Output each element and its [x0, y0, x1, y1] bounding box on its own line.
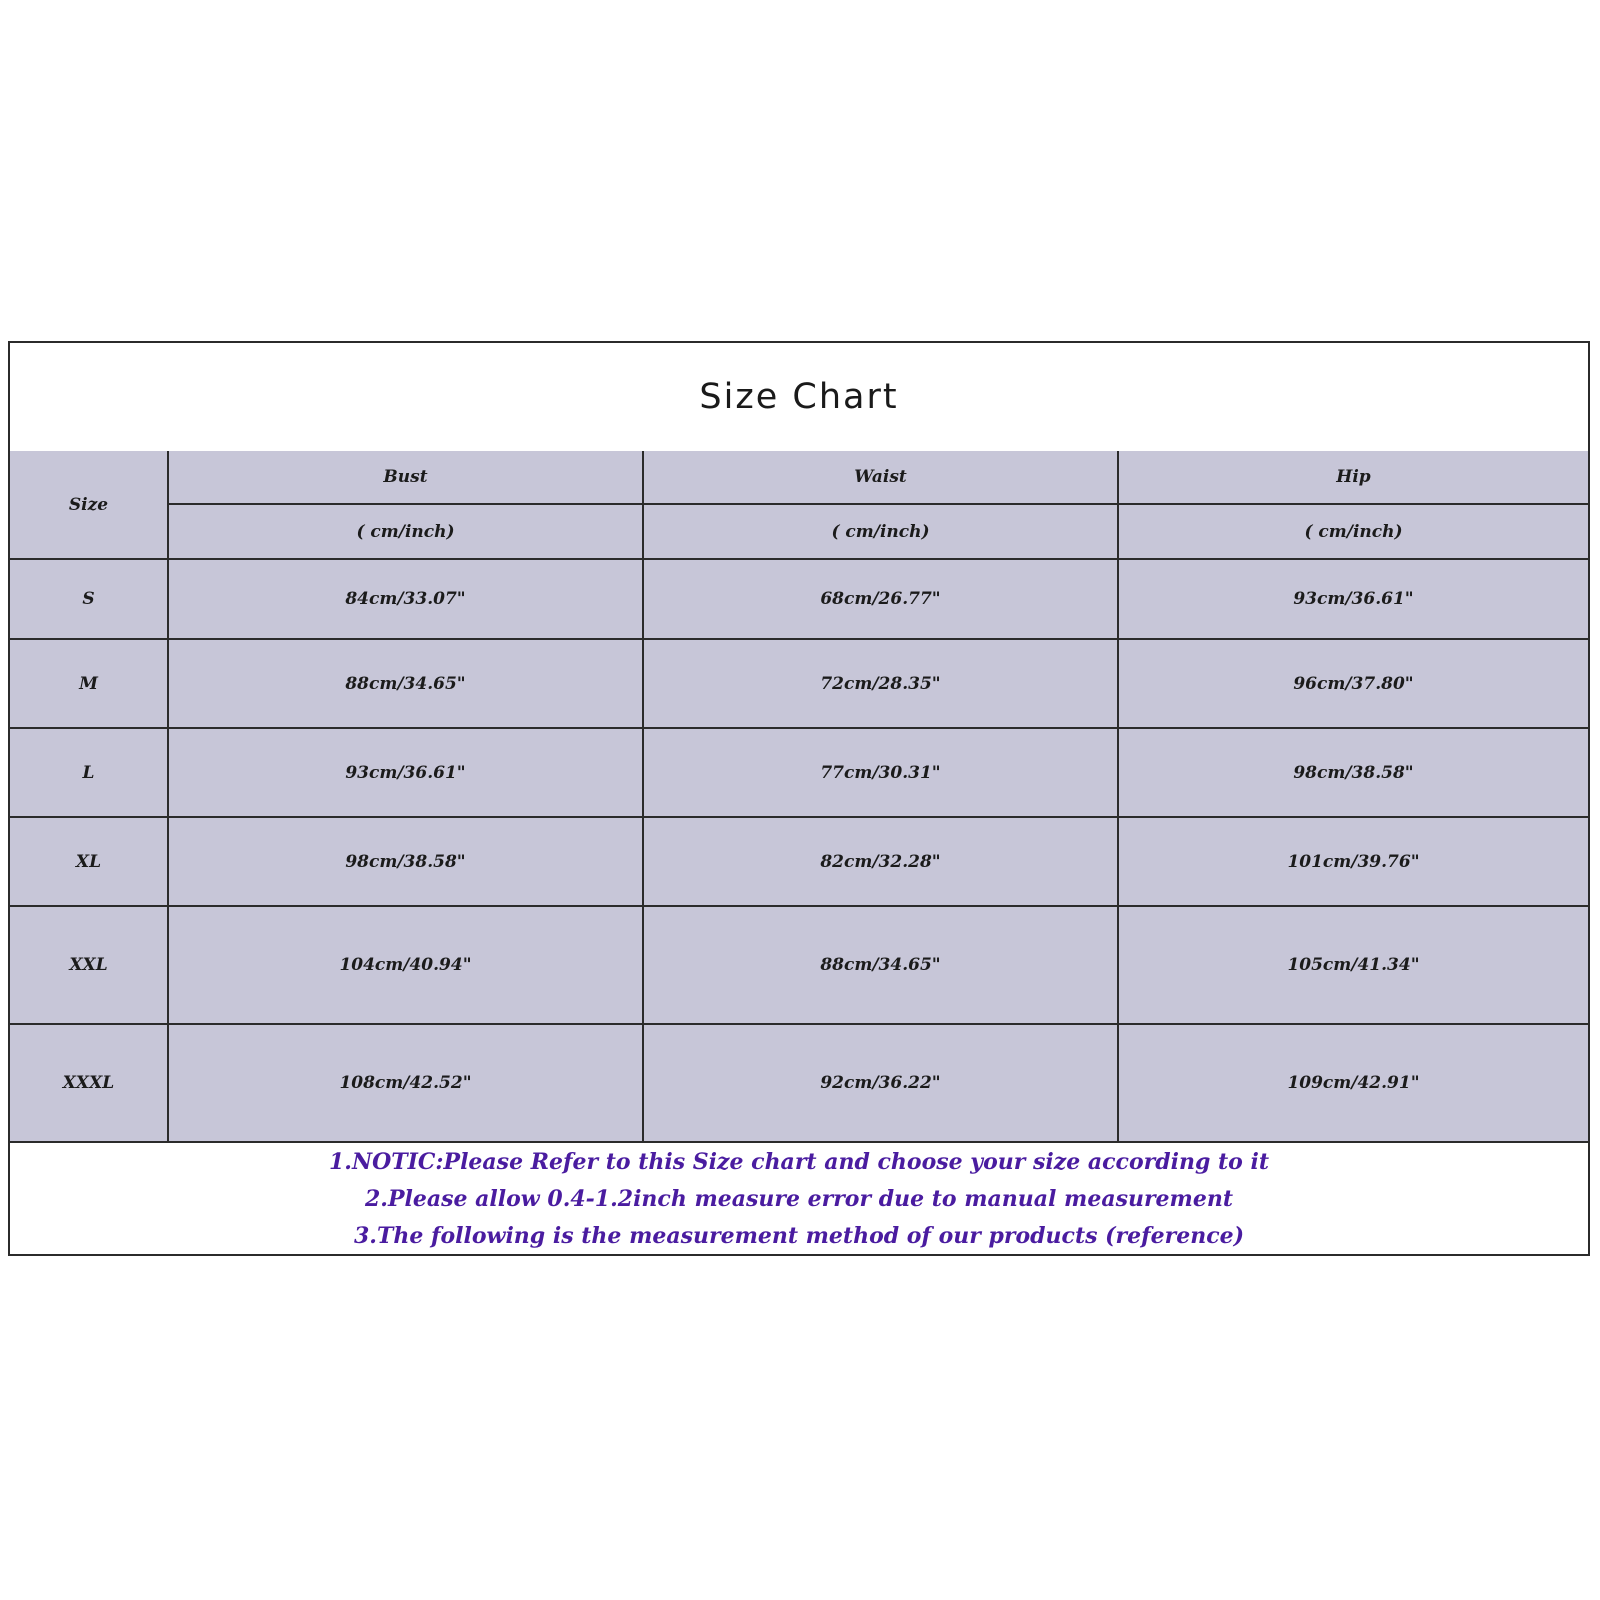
waist-cell: 92cm/36.22"	[643, 1024, 1118, 1142]
unit-waist: ( cm/inch)	[643, 504, 1118, 559]
unit-row	[10, 504, 1588, 559]
hip-cell: 93cm/36.61"	[1118, 559, 1588, 639]
size-cell: XL	[10, 817, 168, 906]
table-row	[10, 817, 1588, 906]
hip-cell: 98cm/38.58"	[1118, 728, 1588, 817]
size-cell: M	[10, 639, 168, 728]
size-table	[10, 451, 1588, 1143]
chart-title: Size Chart	[699, 377, 899, 417]
note-line-1: 1.NOTIC:Please Refer to this Size chart and choose your size according to it	[329, 1149, 1269, 1175]
unit-hip: ( cm/inch)	[1118, 504, 1588, 559]
hip-cell: 96cm/37.80"	[1118, 639, 1588, 728]
note-line-2: 2.Please allow 0.4-1.2inch measure error due to manual measurement	[364, 1186, 1233, 1212]
waist-cell: 77cm/30.31"	[643, 728, 1118, 817]
header-waist: Waist	[643, 451, 1118, 504]
note-line-3: 3.The following is the measurement method of our products (reference)	[354, 1223, 1244, 1249]
size-chart-panel	[8, 341, 1590, 1256]
header-size: Size	[10, 451, 168, 559]
table-row	[10, 728, 1588, 817]
bust-cell: 84cm/33.07"	[168, 559, 643, 639]
hip-cell: 105cm/41.34"	[1118, 906, 1588, 1024]
header-row	[10, 451, 1588, 504]
notes-section	[10, 1143, 1588, 1256]
bust-cell: 93cm/36.61"	[168, 728, 643, 817]
table-row	[10, 559, 1588, 639]
waist-cell: 72cm/28.35"	[643, 639, 1118, 728]
table-row	[10, 906, 1588, 1024]
size-cell: XXL	[10, 906, 168, 1024]
bust-cell: 88cm/34.65"	[168, 639, 643, 728]
waist-cell: 82cm/32.28"	[643, 817, 1118, 906]
size-cell: S	[10, 559, 168, 639]
bust-cell: 98cm/38.58"	[168, 817, 643, 906]
hip-cell: 109cm/42.91"	[1118, 1024, 1588, 1142]
header-bust: Bust	[168, 451, 643, 504]
size-cell: L	[10, 728, 168, 817]
bust-cell: 108cm/42.52"	[168, 1024, 643, 1142]
title-area	[10, 343, 1588, 453]
waist-cell: 68cm/26.77"	[643, 559, 1118, 639]
hip-cell: 101cm/39.76"	[1118, 817, 1588, 906]
size-cell: XXXL	[10, 1024, 168, 1142]
table-row	[10, 1024, 1588, 1142]
unit-bust: ( cm/inch)	[168, 504, 643, 559]
bust-cell: 104cm/40.94"	[168, 906, 643, 1024]
header-hip: Hip	[1118, 451, 1588, 504]
waist-cell: 88cm/34.65"	[643, 906, 1118, 1024]
table-row	[10, 639, 1588, 728]
